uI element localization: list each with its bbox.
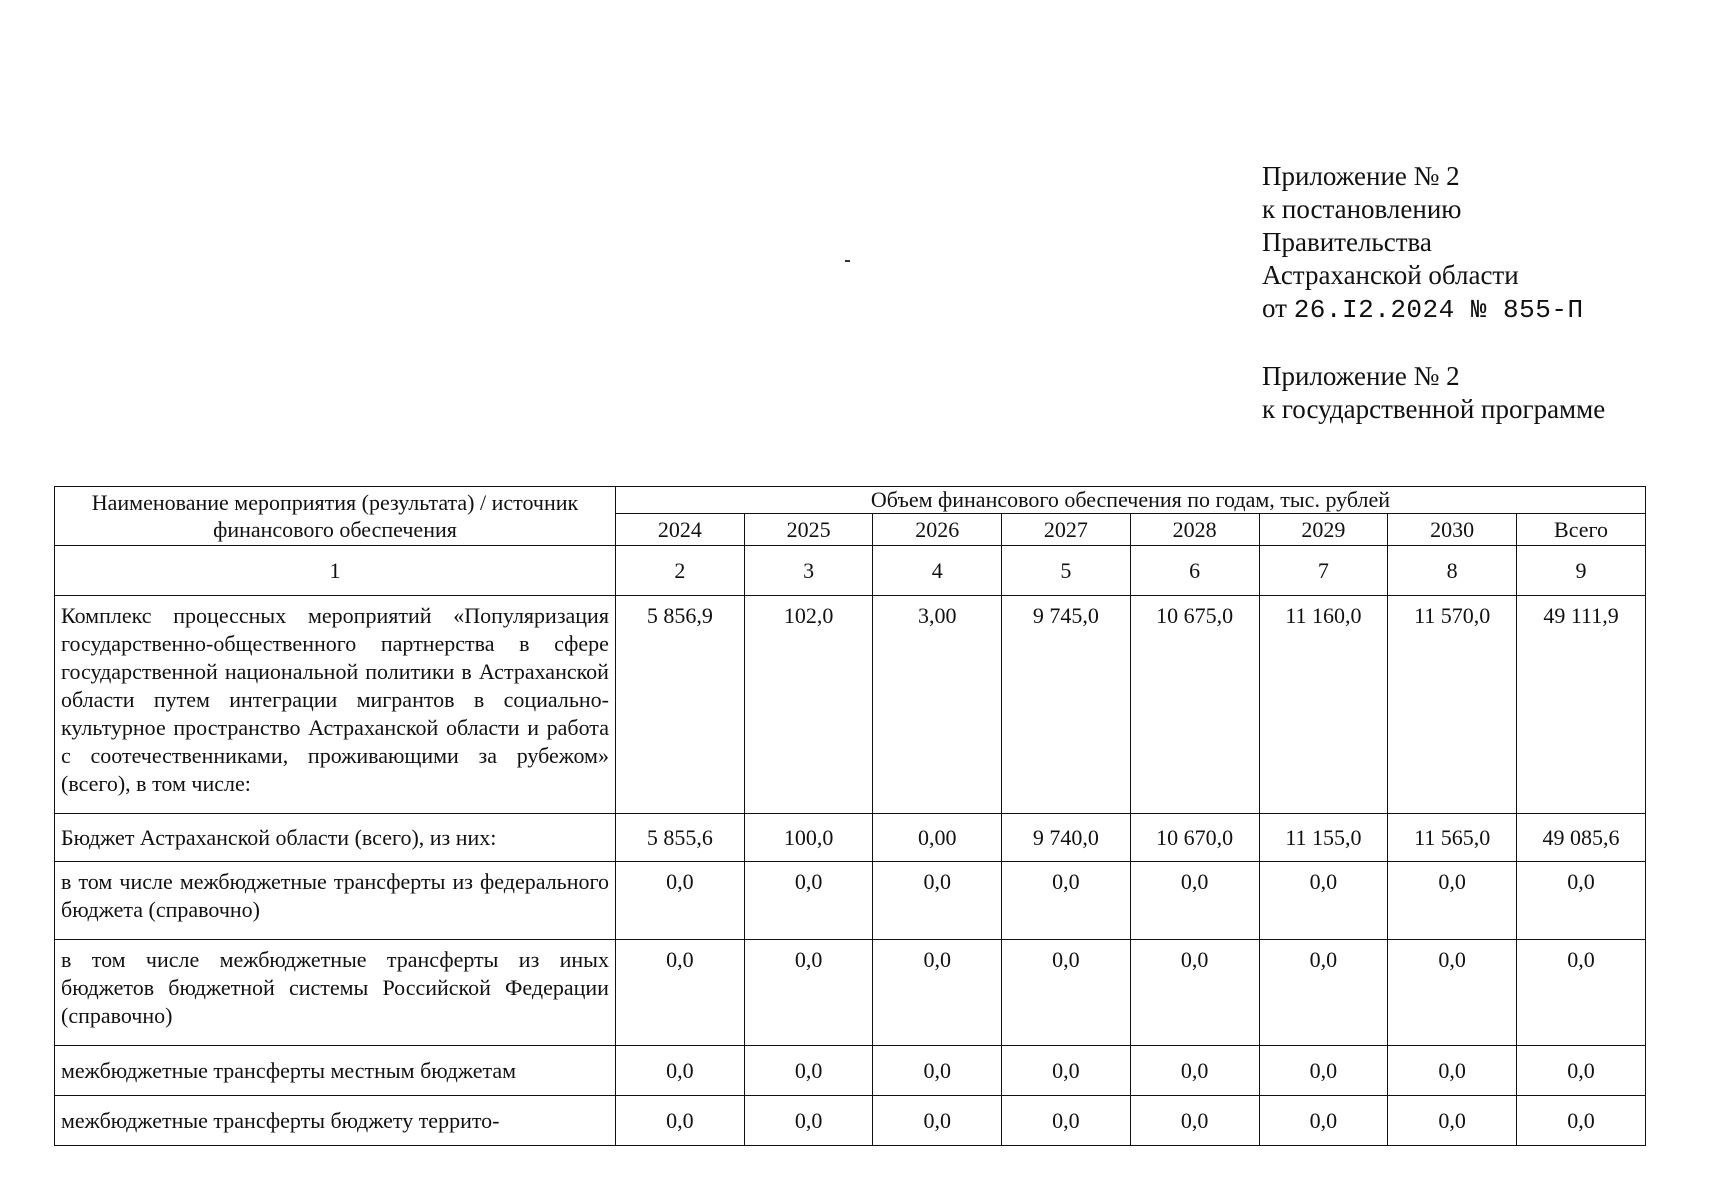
row-value: 0,0 — [1388, 1046, 1517, 1096]
program-ref: к государственной программе — [1262, 394, 1606, 424]
row-value: 5 856,9 — [615, 596, 744, 814]
row-value: 0,0 — [1388, 862, 1517, 940]
appendix-header — [1262, 160, 1605, 426]
row-name: Бюджет Астраханской области (всего), из них: — [55, 814, 616, 862]
row-value: 11 565,0 — [1388, 814, 1517, 862]
row-value: 0,0 — [744, 1096, 873, 1146]
date-number: 26.I2.2024 № 855-П — [1293, 295, 1584, 325]
row-value: 0,0 — [1517, 1046, 1646, 1096]
row-value: 0,0 — [615, 940, 744, 1046]
row-value: 0,0 — [1002, 862, 1131, 940]
row-value: 0,00 — [873, 814, 1002, 862]
row-value: 3,00 — [873, 596, 1002, 814]
financing-table — [54, 486, 1646, 1146]
row-name: Комплекс процессных мероприятий «Популяризация государственно-общественного партнерства в сфере государственной национальной политики в Астраханской области путем интеграции мигрантов в социально-культурное пространство Астраханской области и работа с соотечественниками, проживающими за рубежом» (всего), в том числе: — [55, 596, 616, 814]
row-value: 0,0 — [744, 1046, 873, 1096]
row-value: 0,0 — [873, 940, 1002, 1046]
column-index: 8 — [1388, 546, 1517, 596]
row-name: межбюджетные трансферты бюджету террито- — [55, 1096, 616, 1146]
program-appendix-title: Приложение № 2 — [1262, 361, 1460, 391]
row-value: 0,0 — [873, 862, 1002, 940]
year-header-2029: 2029 — [1259, 514, 1388, 546]
table-row — [55, 596, 1646, 814]
row-name: межбюджетные трансферты местным бюджетам — [55, 1046, 616, 1096]
column-index: 9 — [1517, 546, 1646, 596]
row-name: в том числе межбюджетные трансферты из иных бюджетов бюджетной системы Российской Федерации (справочно) — [55, 940, 616, 1046]
row-value: 0,0 — [1130, 1096, 1259, 1146]
column-index: 6 — [1130, 546, 1259, 596]
row-value: 0,0 — [1259, 1096, 1388, 1146]
year-header-2025: 2025 — [744, 514, 873, 546]
table-row — [55, 940, 1646, 1046]
date-prefix: от — [1262, 293, 1287, 323]
row-value: 0,0 — [744, 940, 873, 1046]
year-header-2027: 2027 — [1002, 514, 1131, 546]
row-value: 11 160,0 — [1259, 596, 1388, 814]
row-value: 0,0 — [1002, 1096, 1131, 1146]
row-value: 0,0 — [1259, 1046, 1388, 1096]
appendix-title: Приложение № 2 — [1262, 161, 1460, 191]
column-index: 3 — [744, 546, 873, 596]
year-header-2026: 2026 — [873, 514, 1002, 546]
column-index: 4 — [873, 546, 1002, 596]
year-header-2024: 2024 — [615, 514, 744, 546]
year-header-2028: 2028 — [1130, 514, 1259, 546]
row-name: в том числе межбюджетные трансферты из федерального бюджета (справочно) — [55, 862, 616, 940]
row-value: 5 855,6 — [615, 814, 744, 862]
row-value: 0,0 — [744, 862, 873, 940]
header-row-top — [55, 487, 1646, 514]
row-value: 0,0 — [1130, 862, 1259, 940]
row-value: 10 670,0 — [1130, 814, 1259, 862]
row-value: 0,0 — [1259, 862, 1388, 940]
row-value: 0,0 — [1517, 940, 1646, 1046]
table-row — [55, 814, 1646, 862]
funding-span-header: Объем финансового обеспечения по годам, тыс. рублей — [615, 487, 1645, 514]
row-value: 0,0 — [615, 862, 744, 940]
row-value: 100,0 — [744, 814, 873, 862]
scan-speck — [845, 260, 850, 262]
row-value: 11 570,0 — [1388, 596, 1517, 814]
decree-date — [1262, 292, 1605, 327]
row-value: 0,0 — [1130, 1046, 1259, 1096]
row-value: 0,0 — [873, 1046, 1002, 1096]
region-ref: Астраханской области — [1262, 260, 1519, 290]
row-value: 0,0 — [615, 1046, 744, 1096]
row-value: 0,0 — [1002, 940, 1131, 1046]
row-value: 0,0 — [1388, 940, 1517, 1046]
year-header-total: Всего — [1517, 514, 1646, 546]
year-header-2030: 2030 — [1388, 514, 1517, 546]
column-index: 1 — [55, 546, 616, 596]
row-value: 49 111,9 — [1517, 596, 1646, 814]
row-value: 0,0 — [1259, 940, 1388, 1046]
row-value: 0,0 — [1002, 1046, 1131, 1096]
table-row — [55, 862, 1646, 940]
column-index: 2 — [615, 546, 744, 596]
row-value: 11 155,0 — [1259, 814, 1388, 862]
row-value: 0,0 — [1388, 1096, 1517, 1146]
government-ref: Правительства — [1262, 227, 1432, 257]
row-value: 0,0 — [1130, 940, 1259, 1046]
header-spacer — [1262, 327, 1605, 360]
column-index: 5 — [1002, 546, 1131, 596]
row-value: 49 085,6 — [1517, 814, 1646, 862]
row-value: 0,0 — [1517, 1096, 1646, 1146]
row-value: 0,0 — [873, 1096, 1002, 1146]
column-index: 7 — [1259, 546, 1388, 596]
column-index-row — [55, 546, 1646, 596]
row-value: 9 740,0 — [1002, 814, 1131, 862]
decree-ref: к постановлению — [1262, 194, 1462, 224]
row-value: 0,0 — [615, 1096, 744, 1146]
row-value: 102,0 — [744, 596, 873, 814]
table-row — [55, 1046, 1646, 1096]
name-column-header: Наименование мероприятия (результата) / источник финансового обеспечения — [55, 487, 616, 546]
row-value: 9 745,0 — [1002, 596, 1131, 814]
table-row — [55, 1096, 1646, 1146]
row-value: 0,0 — [1517, 862, 1646, 940]
row-value: 10 675,0 — [1130, 596, 1259, 814]
